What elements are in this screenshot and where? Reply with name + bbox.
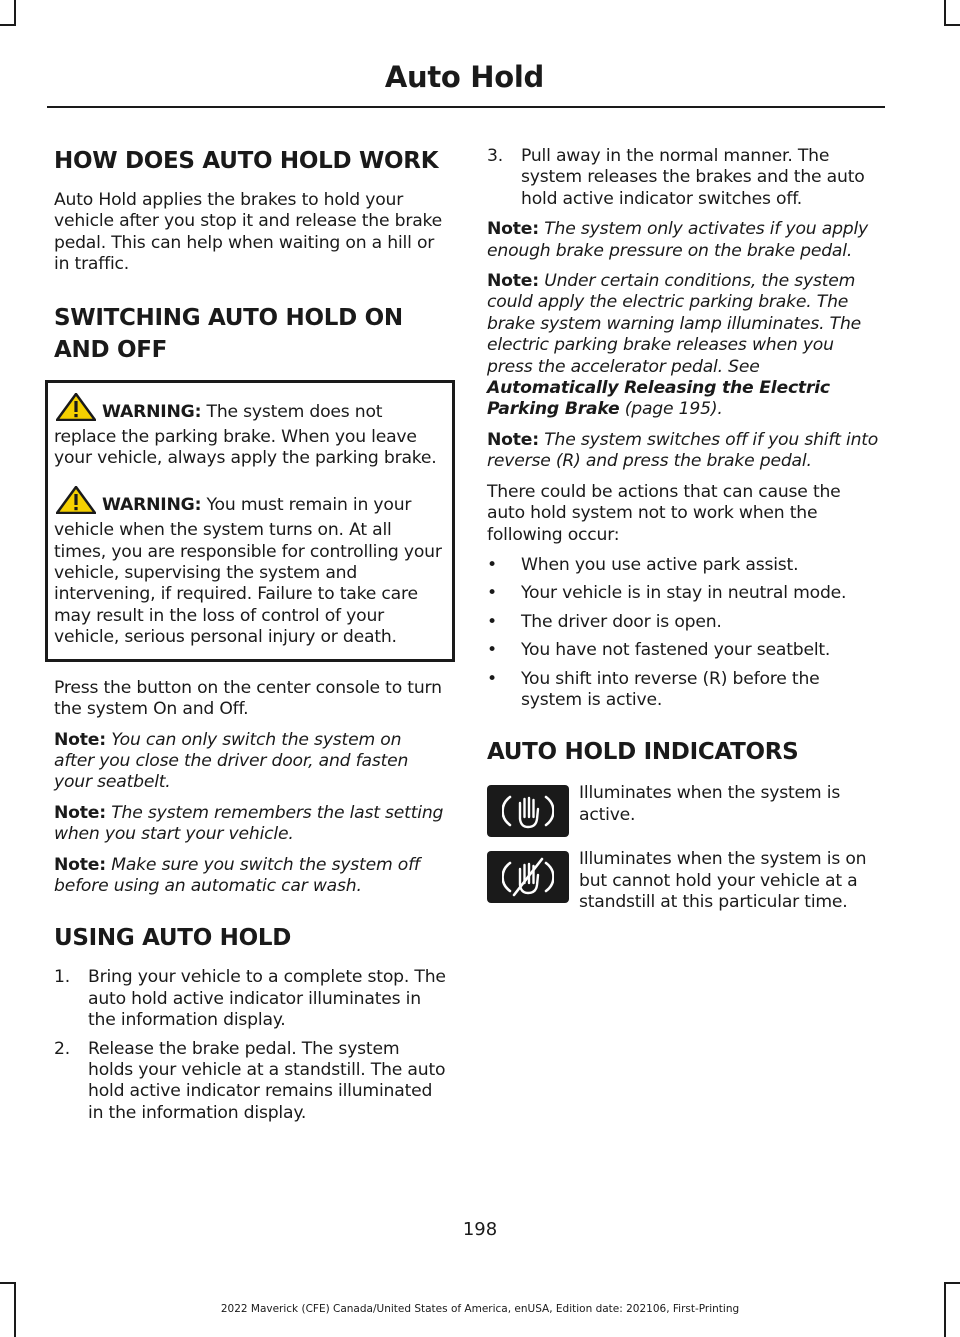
bullet: • bbox=[487, 611, 497, 632]
step-text: Release the brake pedal. The system holds your vehicle at a standstill. The auto hold active indicator remains illuminated in the information display. bbox=[88, 1038, 446, 1123]
header-rule bbox=[47, 106, 885, 108]
warning-item bbox=[54, 486, 446, 649]
note bbox=[54, 855, 446, 898]
bullet-text: The driver door is open. bbox=[521, 611, 722, 632]
warning-box bbox=[45, 380, 455, 662]
bullet-text: When you use active park assist. bbox=[521, 554, 799, 575]
bullet: • bbox=[487, 640, 497, 661]
warning-triangle-icon bbox=[56, 486, 96, 520]
step-text: Pull away in the normal manner. The system releases the brakes and the auto hold active indicator switches off. bbox=[521, 146, 865, 209]
right-column bbox=[487, 146, 883, 923]
note bbox=[487, 430, 883, 473]
step-number: 1. bbox=[54, 967, 70, 988]
step-number: 2. bbox=[54, 1038, 70, 1059]
note bbox=[487, 271, 883, 421]
step-text: Bring your vehicle to a complete stop. The auto hold active indicator illuminates in the information display. bbox=[88, 967, 446, 1031]
indicators-heading: AUTO HOLD INDICATORS bbox=[487, 739, 799, 766]
note bbox=[54, 730, 446, 794]
warning-item bbox=[54, 393, 446, 470]
indicator-unavailable bbox=[487, 847, 883, 913]
auto-hold-active-icon bbox=[487, 785, 569, 837]
crop-mark bbox=[0, 1282, 16, 1284]
indicator-active bbox=[487, 781, 883, 843]
using-heading: USING AUTO HOLD bbox=[54, 925, 292, 952]
list-item bbox=[487, 146, 883, 210]
list-item bbox=[54, 967, 446, 1031]
warning-text: You must remain in your vehicle when the system turns on. At all times, you are responsible for controlling your vehicle, supervising the system and intervening, if required. Failure to take care may result in the loss of control of your vehicle, serious personal injury or death. bbox=[54, 494, 442, 648]
note bbox=[487, 219, 883, 262]
list-item bbox=[487, 555, 883, 576]
actions-intro: There could be actions that can cause the auto hold system not to work when the following occur: bbox=[487, 481, 841, 545]
bullet-text: You have not fastened your seatbelt. bbox=[521, 640, 831, 661]
crop-mark bbox=[944, 1282, 960, 1284]
note-label: Note: bbox=[487, 429, 539, 450]
steps-list bbox=[54, 967, 446, 1124]
list-item bbox=[54, 1039, 446, 1125]
page-title: Auto Hold bbox=[384, 60, 544, 94]
crop-mark bbox=[944, 0, 946, 26]
page-reference: (page 195). bbox=[619, 399, 723, 420]
note-text: The system remembers the last setting when you start your vehicle. bbox=[54, 802, 444, 845]
how-heading: HOW DOES AUTO HOLD WORK bbox=[54, 148, 439, 174]
note-label: Note: bbox=[54, 802, 106, 823]
edition-footer: 2022 Maverick (CFE) Canada/United States of America, enUSA, Edition date: 202106, First-Printing bbox=[220, 1303, 740, 1315]
steps-list-continued bbox=[487, 146, 883, 210]
list-item bbox=[487, 669, 883, 712]
indicator-text: Illuminates when the system is on but cannot hold your vehicle at a standstill at this particular time. bbox=[579, 849, 867, 913]
step-number: 3. bbox=[487, 146, 503, 166]
switching-heading: SWITCHING AUTO HOLD ON AND OFF bbox=[54, 304, 403, 363]
crop-mark bbox=[944, 24, 960, 26]
crop-mark bbox=[14, 0, 16, 26]
cross-reference-link[interactable]: Automatically Releasing the Electric Parking Brake bbox=[487, 378, 830, 420]
warning-text: The system does not replace the parking brake. When you leave your vehicle, always apply the parking brake. bbox=[54, 401, 437, 469]
page-number: 198 bbox=[462, 1219, 498, 1240]
press-text: Press the button on the center console to turn the system On and Off. bbox=[54, 677, 442, 720]
list-item bbox=[487, 640, 883, 661]
note-text: Under certain conditions, the system could apply the electric parking brake. The brake system warning lamp illuminates. The electric parking brake releases when you press the accelerator pedal. See bbox=[487, 271, 862, 377]
list-item bbox=[487, 612, 883, 633]
warning-triangle-icon bbox=[56, 393, 96, 427]
bullet: • bbox=[487, 554, 497, 575]
note bbox=[54, 803, 446, 846]
note-label: Note: bbox=[487, 219, 539, 240]
warning-label: WARNING: bbox=[102, 494, 202, 515]
indicator-text: Illuminates when the system is active. bbox=[579, 783, 841, 825]
bullet-text: You shift into reverse (R) before the system is active. bbox=[521, 668, 820, 710]
warning-label: WARNING: bbox=[102, 401, 202, 422]
how-body: Auto Hold applies the brakes to hold your vehicle after you stop it and release the brake pedal. This can help when waiting on a hill or in traffic. bbox=[54, 190, 443, 275]
crop-mark bbox=[0, 24, 16, 26]
note-text: You can only switch the system on after you close the driver door, and fasten your seatbelt. bbox=[54, 729, 409, 793]
bullet: • bbox=[487, 668, 497, 689]
list-item bbox=[487, 583, 883, 604]
note-text: Make sure you switch the system off before using an automatic car wash. bbox=[54, 854, 420, 896]
auto-hold-unavailable-icon bbox=[487, 851, 569, 903]
conditions-list bbox=[487, 555, 883, 711]
note-text: The system switches off if you shift into reverse (R) and press the brake pedal. bbox=[487, 429, 879, 472]
bullet-text: Your vehicle is in stay in neutral mode. bbox=[521, 583, 847, 604]
note-label: Note: bbox=[487, 271, 539, 292]
note-label: Note: bbox=[54, 854, 106, 875]
note-label: Note: bbox=[54, 729, 106, 750]
bullet: • bbox=[487, 583, 497, 604]
note-text: The system only activates if you apply enough brake pressure on the brake pedal. bbox=[487, 219, 869, 261]
left-column bbox=[54, 146, 446, 1136]
